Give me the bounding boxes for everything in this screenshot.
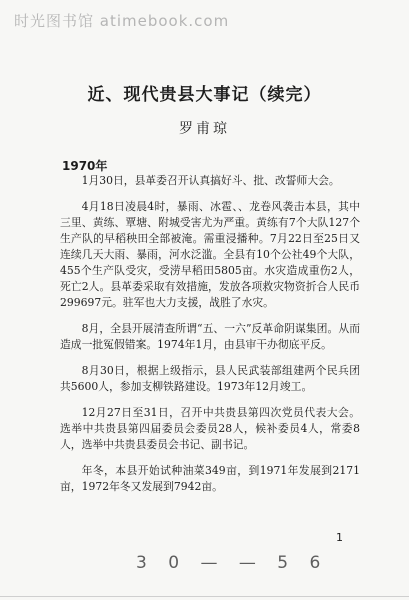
paragraph: 年冬，本县开始试种油菜349亩，到1971年发展到2171亩，1972年冬又发展到7942亩。 (60, 464, 360, 493)
page-title: 近、现代贵县大事记（续完） (87, 85, 322, 105)
article-body (60, 173, 360, 505)
site-watermark: 时光图书馆 atimebook.com (14, 12, 230, 30)
year-heading: 1970年 (62, 159, 108, 173)
paragraph: 12月27日至31日，召开中共贵县第四次党员代表大会。选举中共贵县第四届委员会委员28人，候补委员4人，常委8人，选举中共贵县委员会书记、副书记。 (60, 406, 360, 451)
paragraph: 4月18日凌晨4时，暴雨、冰雹、、龙卷风袭击本县，其中三里、黄练、覃塘、附城受害尤为严重。黄练有7个大队127个生产队的早稻秧田全部被淹。需重浸播种。7月22日至25日又连续几天大雨、暴雨，河水泛滥。全县有10个公社49个大队，455个生产队受灾，受涝早稻田5805亩。水灾造成重伤2人，死亡2人。县革委采取有效措施，发放各项救灾物资折合人民币299697元。驻军也大力支援，战胜了水灾。 (60, 200, 360, 309)
author-name: 罗甫琼 (179, 121, 230, 137)
paragraph: 8月，全县开展清查所谓“五、一六”反革命阴谋集团。从而造成一批冤假错案。1974年1月，由县审干办彻底平反。 (60, 322, 360, 351)
scan-code-stamp: 3 0 — — 5 6 (136, 553, 329, 573)
paragraph: 8月30日，根据上级指示，县人民武装部组建两个民兵团共5600人，参加支柳铁路建设。1973年12月竣工。 (60, 364, 360, 393)
paragraph: 1月30日，县革委召开认真搞好斗、批、改誓师大会。 (81, 174, 340, 187)
page-edge-line (0, 596, 409, 597)
page-number: 1 (336, 531, 343, 544)
